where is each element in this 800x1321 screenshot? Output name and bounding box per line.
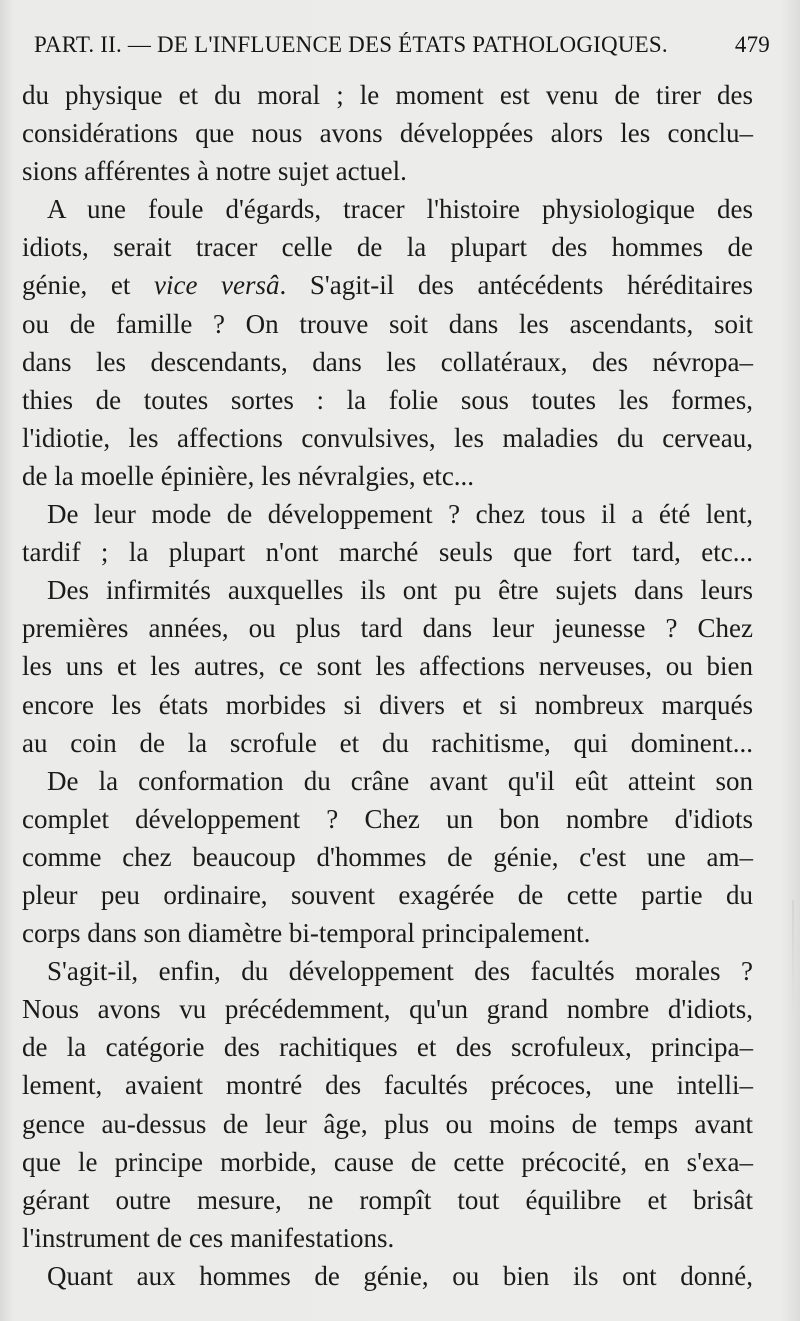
text-line: considérations que nous avons développées alors les conclu– xyxy=(22,118,753,149)
text-line: l'idiotie, les affections convulsives, les maladies du cerveau, xyxy=(22,422,753,453)
page-edge-speck xyxy=(792,900,794,1020)
text-line: que le principe morbide, cause de cette précocité, en s'exa– xyxy=(22,1146,753,1177)
text-line: les uns et les autres, ce sont les affections nerveuses, ou bien xyxy=(22,651,753,682)
text-line: génie, et vice versâ. S'agit-il des antécédents héréditaires xyxy=(22,270,753,301)
text-line: De leur mode de développement ? chez tous il a été lent, xyxy=(47,499,753,530)
text-line: lement, avaient montré des facultés précoces, une intelli– xyxy=(22,1070,753,1101)
text-line: gérant outre mesure, ne rompît tout équilibre et brisât xyxy=(22,1184,753,1215)
page-number: 479 xyxy=(734,32,770,57)
text-line: du physique et du moral ; le moment est venu de tirer des xyxy=(22,80,753,110)
text-line: S'agit-il, enfin, du développement des facultés morales ? xyxy=(47,956,753,987)
text-line: au coin de la scrofule et du rachitisme, qui dominent... xyxy=(22,727,753,758)
text-line: De la conformation du crâne avant qu'il eût atteint son xyxy=(47,765,753,796)
text-line: gence au-dessus de leur âge, plus ou moins de temps avant xyxy=(22,1108,753,1139)
italic-phrase: vice versâ xyxy=(153,270,280,301)
text-line: Nous avons vu précédemment, qu'un grand nombre d'idiots, xyxy=(22,994,753,1025)
running-title: PART. II. — DE L'INFLUENCE DES ÉTATS PATHOLOGIQUES. xyxy=(34,32,668,57)
body-text xyxy=(22,76,753,1295)
text-line: premières années, ou plus tard dans leur jeunesse ? Chez xyxy=(22,613,753,644)
text-line: de la catégorie des rachitiques et des scrofuleux, principa– xyxy=(22,1032,753,1063)
text-line: dans les descendants, dans les collatéraux, des névropa– xyxy=(22,346,753,377)
page-header xyxy=(34,32,770,58)
text-line: Des infirmités auxquelles ils ont pu être sujets dans leurs xyxy=(47,575,753,606)
text-line: tardif ; la plupart n'ont marché seuls que fort tard, etc... xyxy=(22,537,753,568)
text-line: idiots, serait tracer celle de la plupart des hommes de xyxy=(22,232,753,263)
text-line: de la moelle épinière, les névralgies, etc... xyxy=(22,460,475,491)
text-line: encore les états morbides si divers et si nombreux marqués xyxy=(22,689,753,720)
text-line: comme chez beaucoup d'hommes de génie, c'est une am– xyxy=(22,841,753,872)
text-line: thies de toutes sortes : la folie sous toutes les formes, xyxy=(22,384,753,415)
text-line: l'instrument de ces manifestations. xyxy=(22,1222,395,1253)
text-line: complet développement ? Chez un bon nombre d'idiots xyxy=(22,803,753,834)
text-line: Quant aux hommes de génie, ou bien ils ont donné, xyxy=(47,1260,753,1291)
text-line: ou de famille ? On trouve soit dans les ascendants, soit xyxy=(22,308,753,339)
text-line: A une foule d'égards, tracer l'histoire physiologique des xyxy=(47,194,753,225)
text-line: corps dans son diamètre bi-temporal principalement. xyxy=(22,918,591,949)
text-line: pleur peu ordinaire, souvent exagérée de cette partie du xyxy=(22,879,753,910)
text-line: sions afférentes à notre sujet actuel. xyxy=(22,156,407,187)
